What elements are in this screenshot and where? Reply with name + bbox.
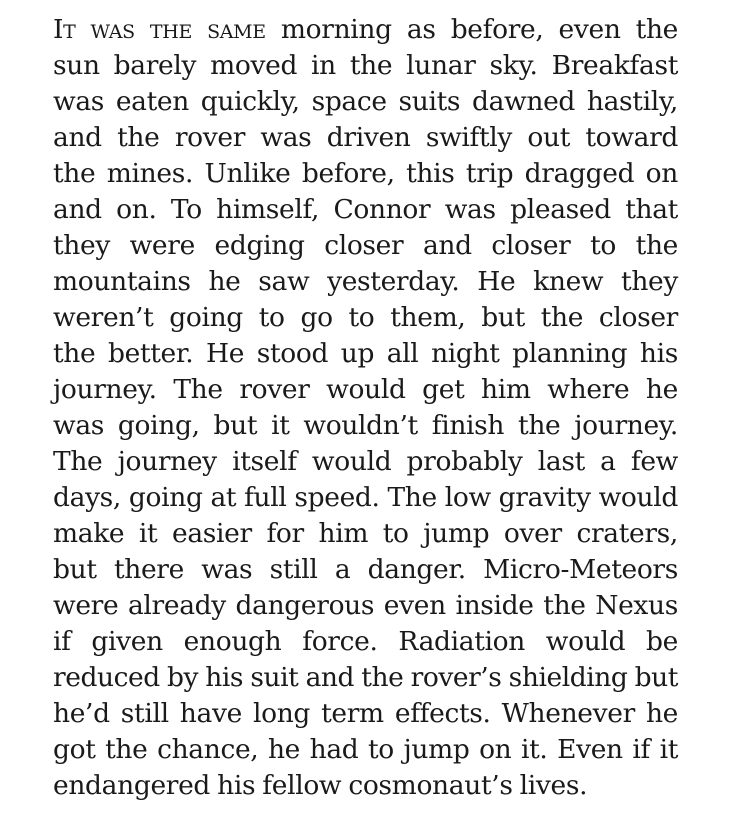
text-line: The journey itself would probably last a few [53,446,678,477]
text-line: days, going at full speed. The low gravity would [53,482,678,513]
text-line: was going, but it wouldn’t finish the journey. [53,410,678,441]
text-line: got the chance, he had to jump on it. Even if it [53,734,678,765]
text-line: journey. The rover would get him where he [53,374,678,405]
text-line: make it easier for him to jump over craters, [53,518,678,549]
text-line: and on. To himself, Connor was pleased that [53,194,678,225]
text-line: and the rover was driven swiftly out toward [53,122,678,153]
line-text: morning as before, even the [265,14,679,45]
text-line: endangered his fellow cosmonaut’s lives. [53,770,588,801]
text-line [53,12,678,48]
text-line: he’d still have long term effects. Whenever he [53,698,678,729]
text-line: weren’t going to go to them, but the closer [53,302,678,333]
text-line: reduced by his suit and the rover’s shielding but [53,662,678,693]
text-line: were already dangerous even inside the Nexus [53,590,678,621]
text-line: they were edging closer and closer to the [53,230,678,261]
text-line: was eaten quickly, space suits dawned hastily, [53,86,678,117]
text-line: mountains he saw yesterday. He knew they [53,266,678,297]
text-line: the mines. Unlike before, this trip dragged on [53,158,678,189]
opening-small-caps: It was the same [53,14,266,45]
text-line: the better. He stood up all night planning his [53,338,678,369]
text-line: but there was still a danger. Micro-Meteors [53,554,678,585]
text-line: sun barely moved in the lunar sky. Breakfast [53,50,678,81]
story-paragraph [53,12,678,804]
text-line: if given enough force. Radiation would be [53,626,678,657]
